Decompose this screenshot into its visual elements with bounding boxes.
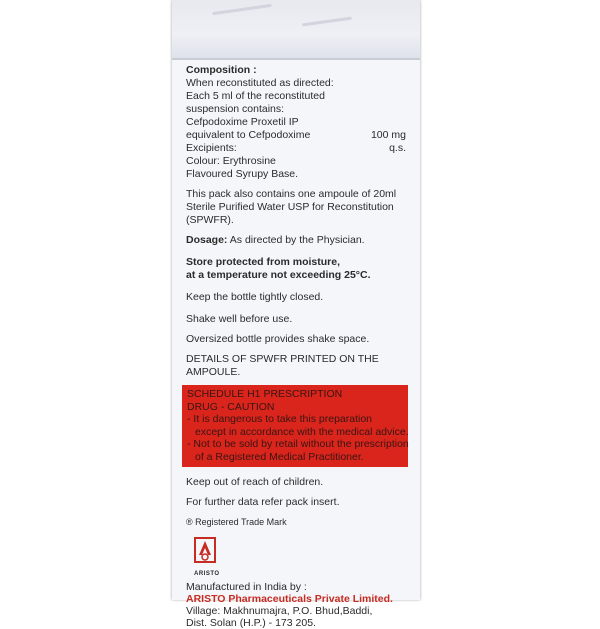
composition-line: Cefpodoxime Proxetil IP xyxy=(186,116,299,128)
colour-line: Colour: Erythrosine xyxy=(186,155,276,167)
flap-crease xyxy=(212,4,272,15)
excipients-value: q.s. xyxy=(389,142,406,154)
instruction-line: Oversized bottle provides shake space. xyxy=(186,333,370,345)
warning-line: DRUG - CAUTION xyxy=(187,400,275,413)
warning-line: - Not to be sold by retail without the prescription xyxy=(187,438,409,450)
carton-side-panel xyxy=(172,0,420,629)
excipients-label: Excipients: xyxy=(186,142,237,154)
storage-line: at a temperature not exceeding 25°C. xyxy=(186,269,371,281)
aristo-logo-icon xyxy=(194,537,216,563)
dosage-text: As directed by the Physician. xyxy=(227,234,365,246)
manufacturer-block xyxy=(186,581,408,629)
instruction-line: Keep the bottle tightly closed. xyxy=(186,291,324,303)
composition-heading: Composition : xyxy=(186,64,257,76)
equivalent-label: equivalent to Cefpodoxime xyxy=(186,129,311,141)
excipients-row xyxy=(186,142,408,155)
instruction-line: Shake well before use. xyxy=(186,313,293,325)
further-data-note: For further data refer pack insert. xyxy=(186,496,340,508)
trademark-note: ® Registered Trade Mark xyxy=(186,517,287,527)
composition-line: When reconstituted as directed: xyxy=(186,77,334,89)
composition-line: suspension contains: xyxy=(186,103,285,115)
children-warning: Keep out of reach of children. xyxy=(186,476,324,488)
address-line: Village: Makhnumajra, P.O. Bhud,Baddi, xyxy=(186,605,373,617)
details-line: AMPOULE. xyxy=(186,366,241,378)
manufactured-in: Manufactured in India by : xyxy=(186,581,307,593)
label-text xyxy=(186,64,408,629)
composition-line: Each 5 ml of the reconstituted xyxy=(186,90,325,102)
schedule-h1-warning-box xyxy=(182,385,408,467)
equivalent-value: 100 mg xyxy=(370,129,406,141)
details-line: DETAILS OF SPWFR PRINTED ON THE xyxy=(186,353,379,365)
warning-line: SCHEDULE H1 PRESCRIPTION xyxy=(187,388,343,400)
aristo-logo-text: ARISTO xyxy=(194,571,220,577)
warning-line: - It is dangerous to take this preparation xyxy=(187,413,373,425)
flap-crease xyxy=(302,17,352,27)
ampoule-note-line: This pack also contains one ampoule of 20ml xyxy=(186,188,397,200)
warning-line: except in accordance with the medical advice. xyxy=(195,425,409,438)
company-name: ARISTO Pharmaceuticals Private Limited. xyxy=(186,593,393,605)
base-line: Flavoured Syrupy Base. xyxy=(186,168,299,180)
ampoule-note-line: Sterile Purified Water USP for Reconstitution xyxy=(186,201,394,213)
ampoule-note-line: (SPWFR). xyxy=(186,214,234,226)
carton-top-flap xyxy=(172,0,420,60)
dosage-label: Dosage: xyxy=(186,234,228,246)
equivalent-row xyxy=(186,129,408,142)
warning-line: of a Registered Medical Practitioner. xyxy=(195,450,364,463)
aristo-logo xyxy=(194,537,220,581)
address-line: Dist. Solan (H.P.) - 173 205. xyxy=(186,617,316,629)
dosage-line xyxy=(186,234,408,247)
storage-line: Store protected from moisture, xyxy=(186,256,341,268)
